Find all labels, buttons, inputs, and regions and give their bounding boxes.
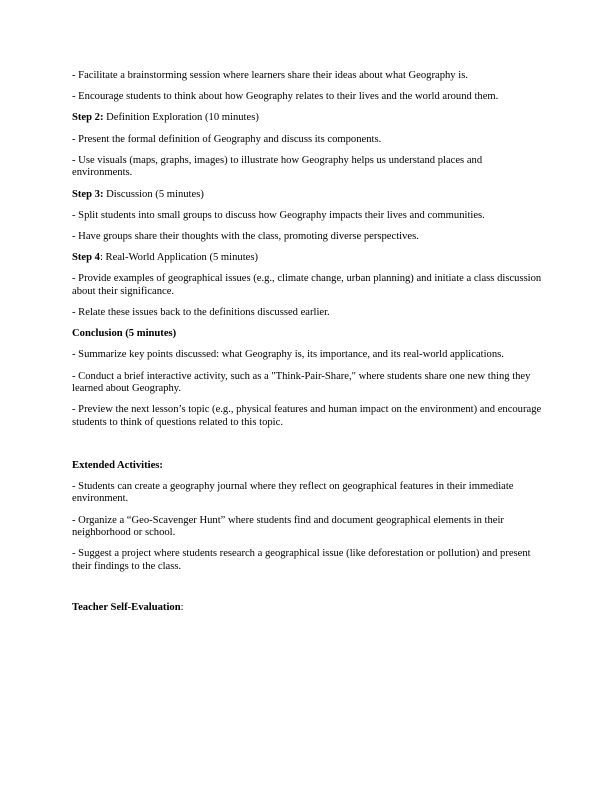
conclusion-item-1: - Summarize key points discussed: what Geography is, its importance, and its real-world applications. (72, 349, 504, 361)
step-3-title: Discussion (5 minutes) (103, 188, 204, 200)
step-2-item-1: - Present the formal definition of Geography and discuss its components. (72, 133, 382, 145)
teacher-self-evaluation-heading: Teacher Self-Evaluation: (72, 601, 184, 613)
step-3-heading (72, 189, 542, 202)
step-3-item-2: - Have groups share their thoughts with the class, promoting diverse perspectives. (72, 230, 419, 242)
step-4-label: Step 4 (72, 252, 100, 264)
step-3-label: Step 3: (72, 188, 104, 200)
extended-item-3: - Suggest a project where students research a geographical issue (like deforestation or pollution) and present their findings to the class. (72, 548, 531, 572)
step-2-heading (72, 112, 542, 125)
extended-activities-heading: Extended Activities: (72, 459, 163, 471)
conclusion-item-3: - Preview the next lesson’s topic (e.g., physical features and human impact on the environment) and encourage students to think of questions related to this topic. (72, 404, 542, 428)
extended-item-2: - Organize a “Geo-Scavenger Hunt” where students find and document geographical elements in their neighborhood or school. (72, 514, 504, 539)
step-4-item-2: - Relate these issues back to the definitions discussed earlier. (72, 307, 330, 319)
conclusion-heading: Conclusion (5 minutes) (72, 328, 177, 340)
intro-item-2: - Encourage students to think about how Geography relates to their lives and the world around them. (72, 91, 499, 103)
document-page (72, 70, 542, 623)
step-2-label: Step 2: (72, 112, 104, 124)
extended-item-1: - Students can create a geography journal where they reflect on geographical features in their immediate environment. (72, 480, 514, 505)
step-4-title: : Real-World Application (5 minutes) (99, 252, 258, 264)
conclusion-item-2: - Conduct a brief interactive activity, such as a "Think-Pair-Share," where students share one new thing they learned about Geography. (72, 370, 531, 395)
step-3-item-1: - Split students into small groups to discuss how Geography impacts their lives and communities. (72, 209, 485, 221)
step-2-title: Definition Exploration (10 minutes) (103, 112, 259, 124)
intro-item-1: - Facilitate a brainstorming session where learners share their ideas about what Geography is. (72, 70, 468, 81)
step-4-heading (72, 252, 542, 265)
step-4-item-1: - Provide examples of geographical issues (e.g., climate change, urban planning) and initiate a class discussion about their significance. (72, 273, 542, 297)
step-2-item-2: - Use visuals (maps, graphs, images) to illustrate how Geography helps us understand places and environments. (72, 154, 483, 179)
